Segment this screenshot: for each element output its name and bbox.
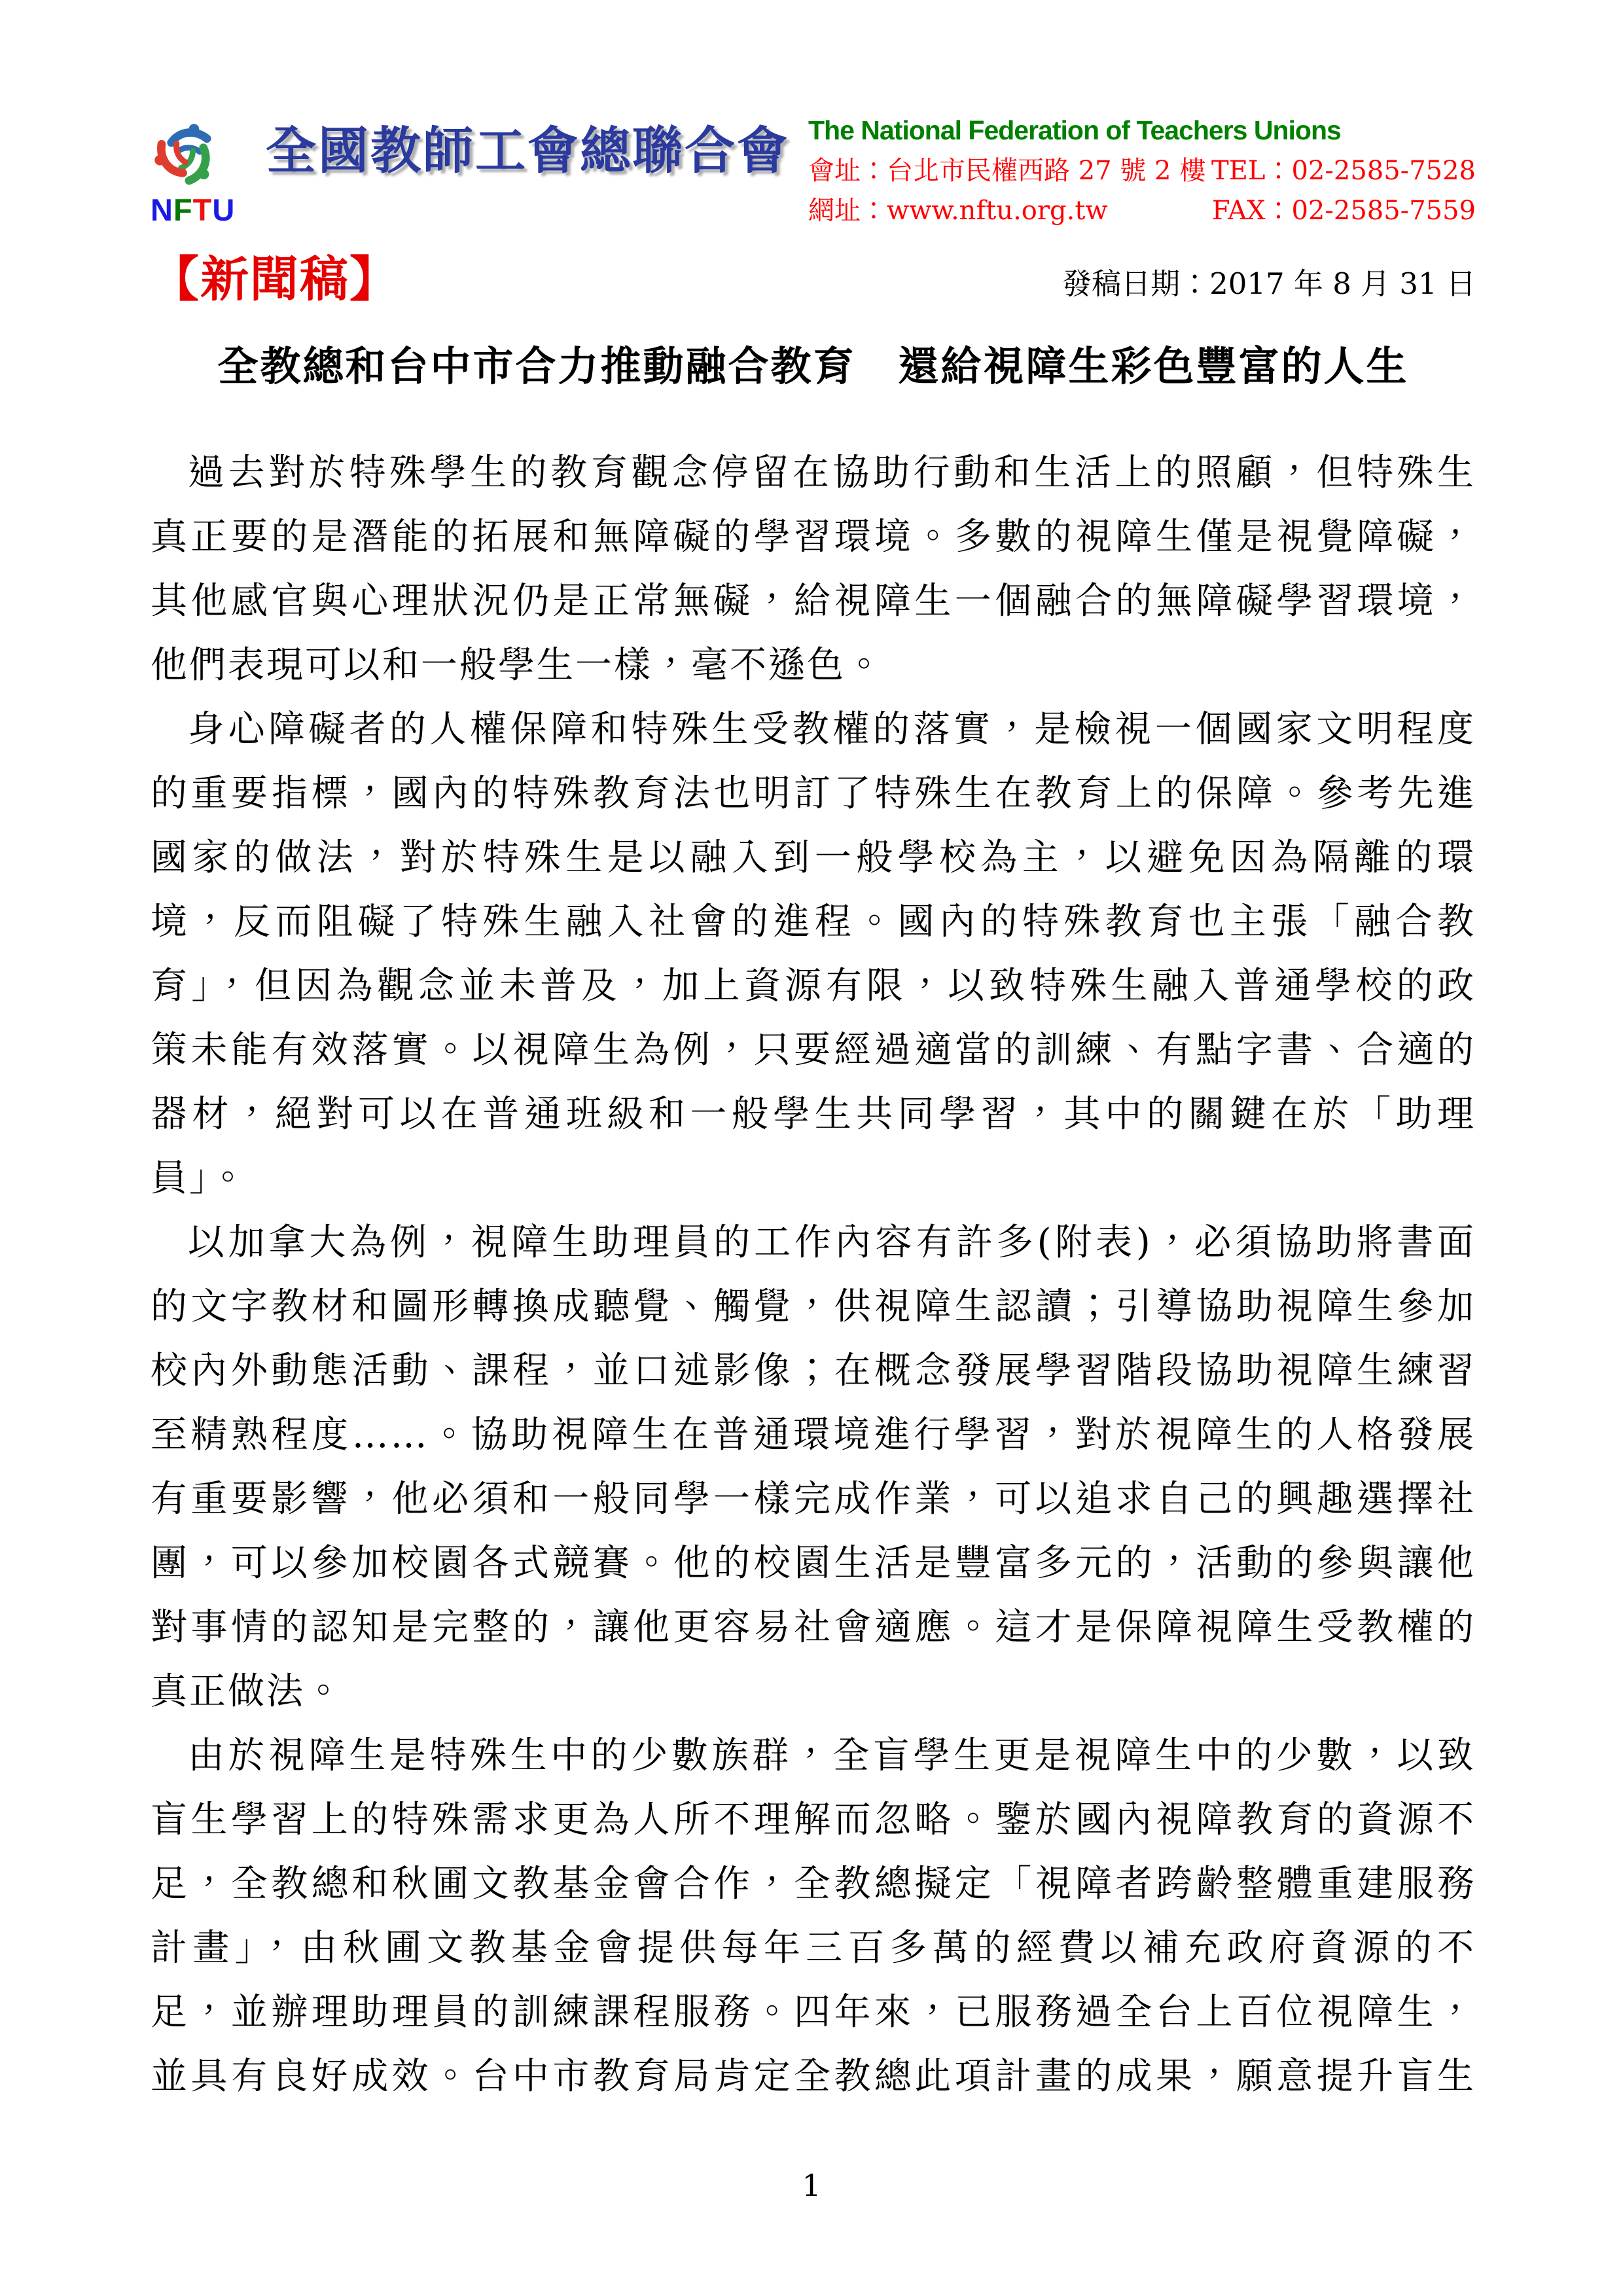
article-line: 並具有良好成效。台中市教育局肯定全教總此項計畫的成果，願意提升盲生 bbox=[151, 2054, 1476, 2098]
article-line: 足，並辦理助理員的訓練課程服務。四年來，已服務過全台上百位視障生， bbox=[151, 1990, 1476, 2034]
article-line: 國家的做法，對於特殊生是以融入到一般學校為主，以避免因為隔離的環 bbox=[151, 836, 1476, 879]
article-line: 真正要的是潛能的拓展和無障礙的學習環境。多數的視障生僅是視覺障礙， bbox=[151, 515, 1476, 558]
article-line: 盲生學習上的特殊需求更為人所不理解而忽略。鑒於國內視障教育的資源不 bbox=[151, 1798, 1476, 1841]
article-line: 他們表現可以和一般學生一樣，毫不遜色。 bbox=[151, 643, 884, 687]
article-line: 以加拿大為例，視障生助理員的工作內容有許多(附表)，必須協助將書面 bbox=[188, 1221, 1476, 1264]
address-text: 會址：台北市民權西路 27 號 2 樓 bbox=[808, 156, 1206, 187]
press-release-header-row bbox=[151, 251, 1476, 308]
article-line: 境，反而阻礙了特殊生融入社會的進程。國內的特殊教育也主張「融合教 bbox=[151, 900, 1476, 943]
nftu-triskelion-figures-icon bbox=[151, 117, 249, 192]
article-line: 器材，絕對可以在普通班級和一般學生共同學習，其中的關鍵在於「助理 bbox=[151, 1092, 1476, 1136]
nftu-acronym-letter: N bbox=[151, 192, 173, 227]
article-line: 真正做法。 bbox=[151, 1670, 344, 1713]
letterhead-contact-block bbox=[808, 116, 1476, 225]
article-body bbox=[151, 441, 1476, 2109]
article-title: 全教總和台中市合力推動融合教育 還給視障生彩色豐富的人生 bbox=[217, 342, 1409, 391]
release-date: 發稿日期：2017 年 8 月 31 日 bbox=[1062, 266, 1476, 301]
article-line: 的文字教材和圖形轉換成聽覺、觸覺，供視障生認讀；引導協助視障生參加 bbox=[151, 1285, 1476, 1328]
nftu-acronym-letter: T bbox=[192, 192, 213, 227]
article-line: 足，全教總和秋圃文教基金會合作，全教總擬定「視障者跨齡整體重建服務 bbox=[151, 1862, 1476, 1905]
letterhead bbox=[151, 108, 1476, 225]
contact-row-address bbox=[808, 156, 1476, 185]
article-line: 的重要指標，國內的特殊教育法也明訂了特殊生在教育上的保障。參考先進 bbox=[151, 772, 1476, 815]
article-line: 對事情的認知是完整的，讓他更容易社會適應。這才是保障視障生受教權的 bbox=[151, 1605, 1476, 1649]
contact-row-website bbox=[808, 196, 1476, 225]
article-line: 有重要影響，他必須和一般同學一樣完成作業，可以追求自己的興趣選擇社 bbox=[151, 1477, 1476, 1520]
nftu-logo bbox=[151, 108, 249, 225]
article-line: 團，可以參加校園各式競賽。他的校園生活是豐富多元的，活動的參與讓他 bbox=[151, 1541, 1476, 1585]
article-line: 其他感官與心理狀況仍是正常無礙，給視障生一個融合的無障礙學習環境， bbox=[151, 579, 1476, 622]
article-line: 員」。 bbox=[151, 1157, 248, 1200]
nftu-acronym-letter: F bbox=[173, 192, 193, 227]
article-line: 由於視障生是特殊生中的少數族群，全盲學生更是視障生中的少數，以致 bbox=[188, 1734, 1476, 1777]
press-release-tag: 【新聞稿】 bbox=[151, 251, 399, 308]
page-number: 1 bbox=[802, 2168, 821, 2203]
article-line: 策未能有效落實。以視障生為例，只要經過適當的訓練、有點字書、合適的 bbox=[151, 1028, 1476, 1071]
org-name-english: The National Federation of Teachers Unions bbox=[808, 115, 1341, 145]
website-text: 網址：www.nftu.org.tw bbox=[808, 196, 1108, 226]
org-name-chinese: 全國教師工會總聯合會 bbox=[266, 122, 789, 181]
article-line: 至精熟程度……。協助視障生在普通環境進行學習，對於視障生的人格發展 bbox=[151, 1413, 1476, 1456]
article-line: 身心障礙者的人權保障和特殊生受教權的落實，是檢視一個國家文明程度 bbox=[188, 708, 1476, 751]
fax-text: FAX：02-2585-7559 bbox=[1211, 196, 1476, 226]
nftu-acronym-letter: U bbox=[212, 192, 236, 227]
article-line: 校內外動態活動、課程，並口述影像；在概念發展學習階段協助視障生練習 bbox=[151, 1349, 1476, 1392]
nftu-acronym bbox=[151, 194, 249, 225]
article-line: 育」，但因為觀念並未普及，加上資源有限，以致特殊生融入普通學校的政 bbox=[151, 964, 1476, 1007]
article-line: 過去對於特殊學生的教育觀念停留在協助行動和生活上的照顧，但特殊生 bbox=[188, 451, 1476, 494]
tel-text: TEL：02-2585-7528 bbox=[1211, 156, 1476, 187]
article-line: 計畫」，由秋圃文教基金會提供每年三百多萬的經費以補充政府資源的不 bbox=[151, 1926, 1476, 1969]
